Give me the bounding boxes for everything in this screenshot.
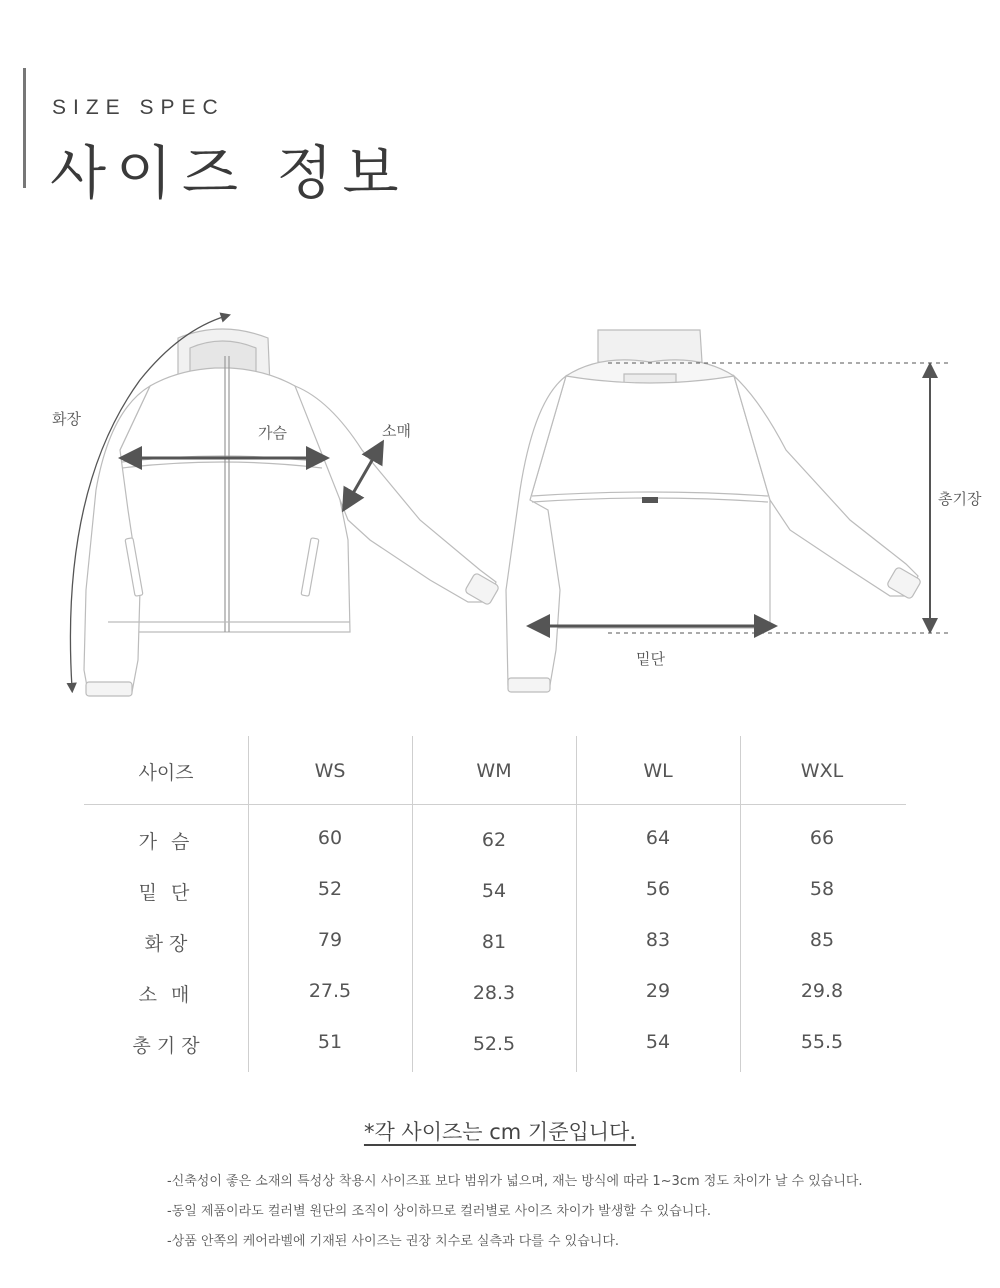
table-divider [740,736,741,1072]
row-label-sleeve-full: 화 장 [144,933,188,955]
table-cell: 29.8 [800,980,844,1002]
label-hem: 밑단 [636,650,665,668]
label-sleeve-full: 화장 [52,410,81,428]
table-cell: 83 [645,929,671,951]
table-cell: 64 [645,827,671,849]
table-cell: 54 [645,1031,671,1053]
size-table [84,736,906,1072]
table-divider [576,736,577,1072]
table-header-wm: WM [476,760,512,782]
table-cell: 55.5 [800,1031,844,1053]
row-label-hem: 밑 단 [138,882,194,904]
table-cell: 81 [481,931,507,953]
table-divider [248,736,249,1072]
table-cell: 62 [481,829,507,851]
label-chest: 가슴 [258,424,287,442]
table-cell: 79 [317,929,343,951]
row-label-chest: 가 슴 [138,831,194,853]
table-header-wl: WL [643,760,673,782]
table-cell: 56 [645,878,671,900]
jacket-size-diagram [0,290,1000,710]
row-label-total-length: 총 기 장 [132,1035,200,1057]
jacket-front [84,329,500,696]
unit-notice-text: *각 사이즈는 cm 기준입니다. [363,1120,637,1144]
page-subtitle: SIZE SPEC [52,96,225,119]
table-header-divider [84,804,906,805]
table-cell: 54 [481,880,507,902]
table-divider [412,736,413,1072]
table-header-ws: WS [314,760,346,782]
table-cell: 52 [317,878,343,900]
row-label-sleeve: 소 매 [138,984,194,1006]
table-header-wxl: WXL [800,760,844,782]
table-cell: 28.3 [472,982,516,1004]
table-cell: 29 [645,980,671,1002]
table-cell: 51 [317,1031,343,1053]
page-title: 사이즈 정보 [50,139,409,207]
table-cell: 85 [809,929,835,951]
table-cell: 52.5 [472,1033,516,1055]
jacket-back [506,330,922,692]
table-header-size: 사이즈 [138,762,194,784]
table-cell: 66 [809,827,835,849]
label-total-length: 총기장 [938,490,982,508]
unit-notice [0,1116,1000,1146]
note-line: -동일 제품이라도 컬러별 원단의 조직이 상이하므로 컬러별로 사이즈 차이가 발생할 수 있습니다. [167,1204,712,1219]
label-sleeve: 소매 [382,422,411,440]
note-line: -신축성이 좋은 소재의 특성상 착용시 사이즈표 보다 범위가 넓으며, 재는 방식에 따라 1~3cm 정도 차이가 날 수 있습니다. [167,1174,863,1189]
header-accent-bar [23,68,26,188]
table-cell: 27.5 [308,980,352,1002]
table-cell: 58 [809,878,835,900]
note-line: -상품 안쪽의 케어라벨에 기재된 사이즈는 권장 치수로 실측과 다를 수 있습니다. [167,1234,620,1249]
table-cell: 60 [317,827,343,849]
